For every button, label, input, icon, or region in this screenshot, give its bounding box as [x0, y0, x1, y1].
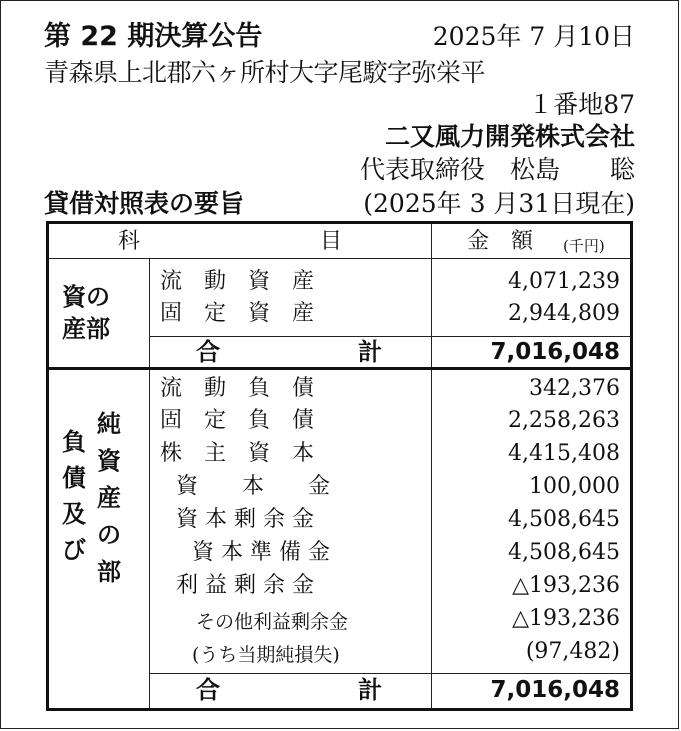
fixed-assets-value: 2,944,809: [508, 301, 620, 326]
net-loss-label: (うち当期純損失): [192, 644, 340, 666]
capital-surplus-value: 4,508,645: [508, 507, 620, 532]
fixed-liabilities-value: 2,258,263: [508, 408, 620, 433]
current-assets-value: 4,071,239: [508, 269, 620, 294]
representative-name: 代表取締役 松島 聡: [359, 155, 635, 184]
notice-title: 第 22 期決算公告: [44, 21, 263, 52]
capital-reserve-label: 資 本 準 備 金: [192, 540, 330, 565]
notice-date: 2025年 7 月10日: [432, 22, 635, 51]
column-header-amount: 金 額: [467, 229, 534, 254]
retained-earnings-label: 利 益 剰 余 金: [176, 573, 314, 598]
assets-total-divider: [149, 336, 630, 337]
capital-stock-value: 100,000: [529, 474, 620, 499]
other-retained-earnings-value: △193,236: [512, 606, 620, 631]
shareholders-equity-label: 株 主 資 本: [160, 441, 315, 466]
company-name: 二又風力開発株式会社: [384, 122, 635, 151]
capital-reserve-value: 4,508,645: [508, 540, 620, 565]
capital-surplus-label: 資 本 剰 余 金: [176, 507, 314, 532]
balance-sheet-date: (2025年 3 月31日現在): [363, 189, 635, 218]
current-assets-label: 流 動 資 産: [160, 269, 315, 294]
column-header-unit: (千円): [563, 237, 605, 255]
amount-column-divider: [431, 224, 432, 708]
section-label-divider: [149, 259, 150, 708]
header-row-divider: [49, 258, 630, 259]
retained-earnings-value: △193,236: [512, 573, 620, 598]
current-liabilities-value: 342,376: [529, 376, 620, 401]
net-loss-value: (97,482): [525, 639, 620, 664]
column-header-kamoku-2: 目: [320, 229, 343, 254]
liabilities-total-value: 7,016,048: [490, 677, 620, 703]
capital-stock-label: 資 本 金: [176, 474, 331, 499]
assets-section-label-2: 産部: [62, 315, 110, 343]
section-divider: [49, 367, 630, 370]
liabilities-section-label-col2: 純資産の部: [97, 410, 121, 586]
liabilities-total-label-1: 合: [196, 676, 220, 704]
fixed-liabilities-label: 固 定 負 債: [160, 408, 315, 433]
liabilities-section-label-col1: 負債及び: [62, 428, 86, 564]
liabilities-total-label-2: 計: [358, 676, 382, 704]
liabilities-total-divider: [149, 673, 630, 674]
fixed-assets-label: 固 定 資 産: [160, 301, 315, 326]
assets-total-label-2: 計: [358, 338, 382, 366]
shareholders-equity-value: 4,415,408: [508, 441, 620, 466]
company-address: 青森県上北郡六ヶ所村大字尾駮字弥栄平: [44, 58, 486, 87]
assets-total-value: 7,016,048: [490, 339, 620, 365]
assets-total-label-1: 合: [196, 338, 220, 366]
other-retained-earnings-label: その他利益剰余金: [196, 611, 349, 633]
company-address-line2: １番地87: [528, 90, 635, 119]
assets-section-label-1: 資の: [62, 283, 110, 311]
balance-sheet-heading: 貸借対照表の要旨: [44, 189, 245, 218]
column-header-kamoku-1: 科: [118, 229, 141, 254]
current-liabilities-label: 流 動 負 債: [160, 376, 315, 401]
